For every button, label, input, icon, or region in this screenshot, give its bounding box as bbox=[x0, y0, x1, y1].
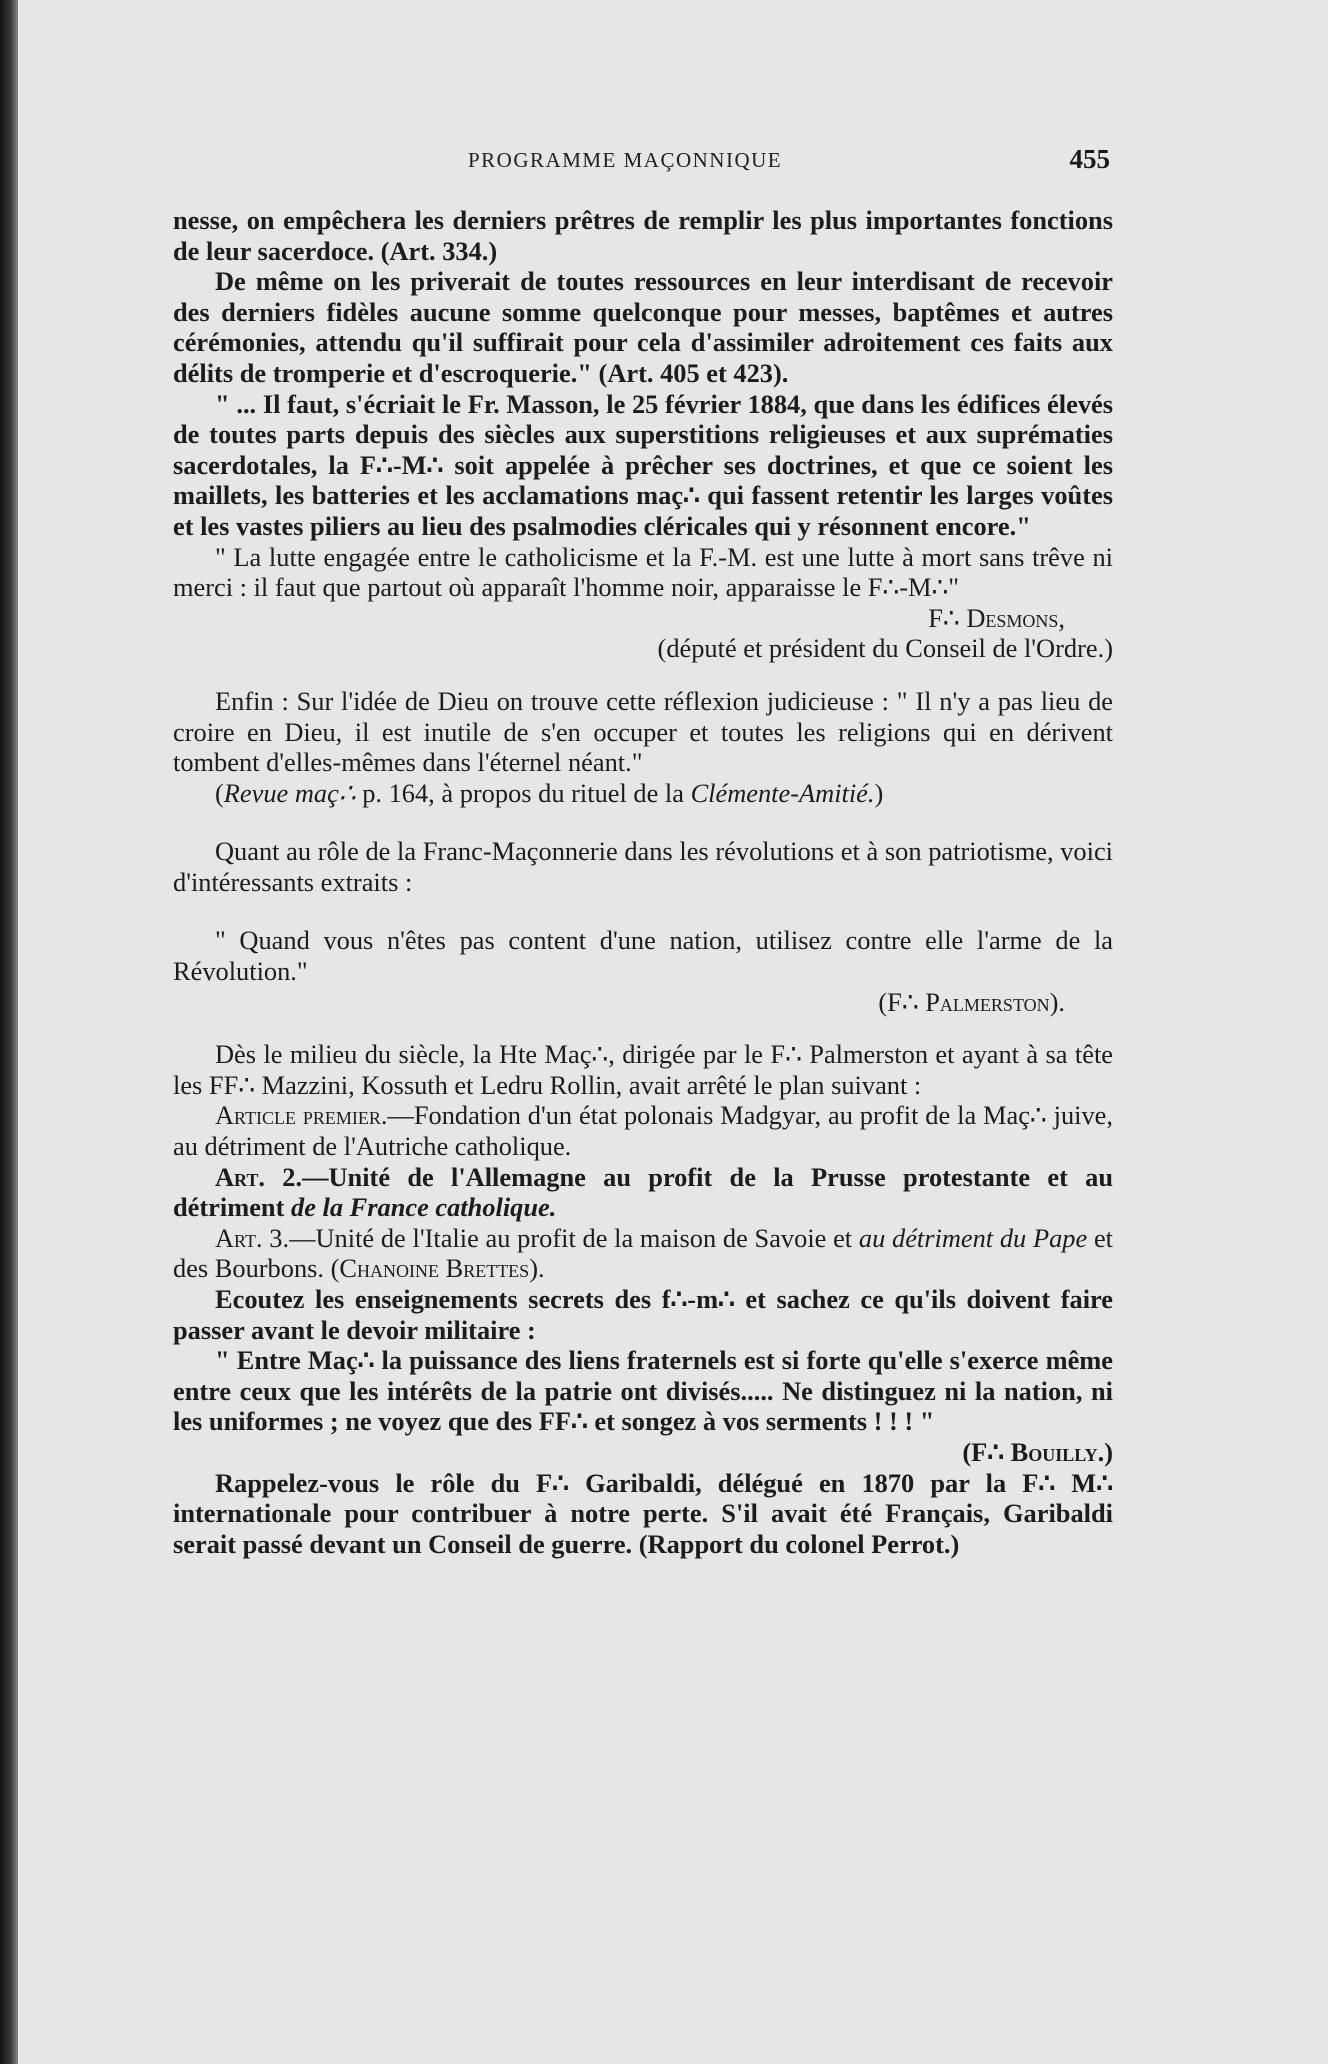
citation-text: p. 164, à propos du rituel de la bbox=[355, 777, 691, 808]
paragraph: nesse, on empêchera les derniers prêtres de remplir les plus importantes fonctions de leur sacerdoce. (Art. 334.) bbox=[173, 205, 1113, 266]
quote-paragraph: " La lutte engagée entre le catholicisme et la F.-M. est une lutte à mort sans trêve ni merci : il faut que partout où apparaît l'homme noir, apparaisse le F∴-M∴" bbox=[173, 541, 1113, 603]
citation bbox=[173, 778, 1113, 809]
article-label: Art. 2. bbox=[215, 1161, 303, 1192]
body-text bbox=[173, 205, 1113, 1559]
paragraph: Ecoutez les enseignements secrets des f∴-m∴ et sachez ce qu'ils doivent faire passer avant le devoir militaire : bbox=[173, 1284, 1113, 1345]
article-label: Art. 3. bbox=[215, 1222, 290, 1253]
article-text: —Unité de l'Italie au profit de la maison de Savoie et bbox=[289, 1222, 859, 1253]
article-item bbox=[173, 1223, 1113, 1284]
signature bbox=[920, 1437, 1113, 1468]
article-text: ). bbox=[529, 1253, 545, 1284]
signature-name: Palmerston bbox=[925, 986, 1050, 1017]
article-item bbox=[173, 1162, 1113, 1223]
signature-name: Desmons, bbox=[966, 602, 1065, 633]
paragraph: Dès le milieu du siècle, la Hte Maç∴, dirigée par le F∴ Palmerston et ayant à sa tête les FF∴ Mazzini, Kossuth et Ledru Rollin, avait arrêté le plan suivant : bbox=[173, 1039, 1113, 1100]
citation-open: ( bbox=[215, 777, 224, 808]
article-text: et des Bourbons. ( bbox=[173, 1222, 1113, 1284]
signature-suffix: .) bbox=[1097, 1436, 1113, 1467]
quote-paragraph bbox=[173, 1345, 1113, 1467]
paragraph: Enfin : Sur l'idée de Dieu on trouve cette réflexion judicieuse : " Il n'y a pas lieu de croire en Dieu, il est inutile de s'en occuper et toutes les religions qui en dérivent tombent d'elles-mêmes dans l'éternel néant." bbox=[173, 685, 1113, 778]
article-label: Article premier. bbox=[215, 1100, 388, 1131]
quote-paragraph: " Quand vous n'êtes pas content d'une nation, utilisez contre elle l'arme de la Révolution." bbox=[173, 925, 1113, 987]
book-gutter-shadow bbox=[0, 0, 18, 2064]
signature-suffix: ). bbox=[1049, 986, 1065, 1017]
signature-prefix: F∴ bbox=[928, 602, 967, 633]
article-emphasis: au détriment du Pape bbox=[858, 1222, 1088, 1253]
paragraph: Rappelez-vous le rôle du F∴ Garibaldi, délégué en 1870 par la F∴ M∴ internationale pour contribuer à notre perte. S'il avait été Français, Garibaldi serait passé devant un Conseil de guerre. (Rapport du colonel Perrot.) bbox=[173, 1467, 1113, 1559]
signature-prefix: (F∴ bbox=[962, 1436, 1011, 1467]
article-text: —Fondation d'un état polonais Madgyar, au profit de la Maç∴ juive, au détriment de l'Autriche catholique. bbox=[173, 1100, 1113, 1162]
paragraph: Quant au rôle de la Franc-Maçonnerie dans les révolutions et à son patriotisme, voici d'intéressants extraits : bbox=[173, 836, 1113, 897]
article-text: —Unité de l'Allemagne au profit de la Prusse protestante et au détriment bbox=[173, 1161, 1113, 1223]
signature-role: (député et président du Conseil de l'Ordre.) bbox=[657, 633, 1113, 664]
page-header bbox=[178, 144, 1108, 180]
article-signature: Chanoine Brettes bbox=[339, 1253, 530, 1284]
quote-text: " Entre Maç∴ la puissance des liens fraternels est si forte qu'elle s'exerce même entre ceux que les intérêts de la patrie ont divisés..... Ne distinguez ni la nation, ni les uniformes ; ne voyez que des FF∴ et songez à vos serments ! ! ! " bbox=[173, 1345, 1113, 1437]
signature-name: Bouilly bbox=[1010, 1436, 1098, 1467]
paragraph: De même on les priverait de toutes ressources en leur interdisant de recevoir des derniers fidèles aucune somme quelconque pour messes, baptêmes et autres cérémonies, attendu qu'il suffirait pour cela d'assimiler adroitement ces faits aux délits de tromperie et d'escroquerie." (Art. 405 et 423). bbox=[173, 266, 1113, 388]
quote-paragraph: " ... Il faut, s'écriait le Fr. Masson, le 25 février 1884, que dans les édifices élevés de toutes parts depuis des siècles aux superstitions religieuses et aux suprématies sacerdotales, la F∴-M∴ soit appelée à prêcher ses doctrines, et que ce soient les maillets, les batteries et les acclamations maç∴ qui fassent retentir les larges voûtes et les vastes piliers au lieu des psalmodies cléricales qui y résonnent encore." bbox=[173, 388, 1113, 541]
signature bbox=[173, 603, 1113, 634]
citation-source: Revue maç∴ bbox=[223, 777, 356, 808]
book-page bbox=[18, 0, 1328, 2064]
citation-close: ) bbox=[874, 777, 884, 808]
article-emphasis: de la France catholique. bbox=[291, 1192, 557, 1223]
signature bbox=[173, 987, 1113, 1018]
article-item bbox=[173, 1100, 1113, 1161]
running-title: PROGRAMME MAÇONNIQUE bbox=[468, 148, 783, 172]
page-number: 455 bbox=[1069, 144, 1110, 174]
citation-title: Clémente-Amitié. bbox=[690, 777, 875, 808]
signature-prefix: (F∴ bbox=[878, 986, 926, 1017]
